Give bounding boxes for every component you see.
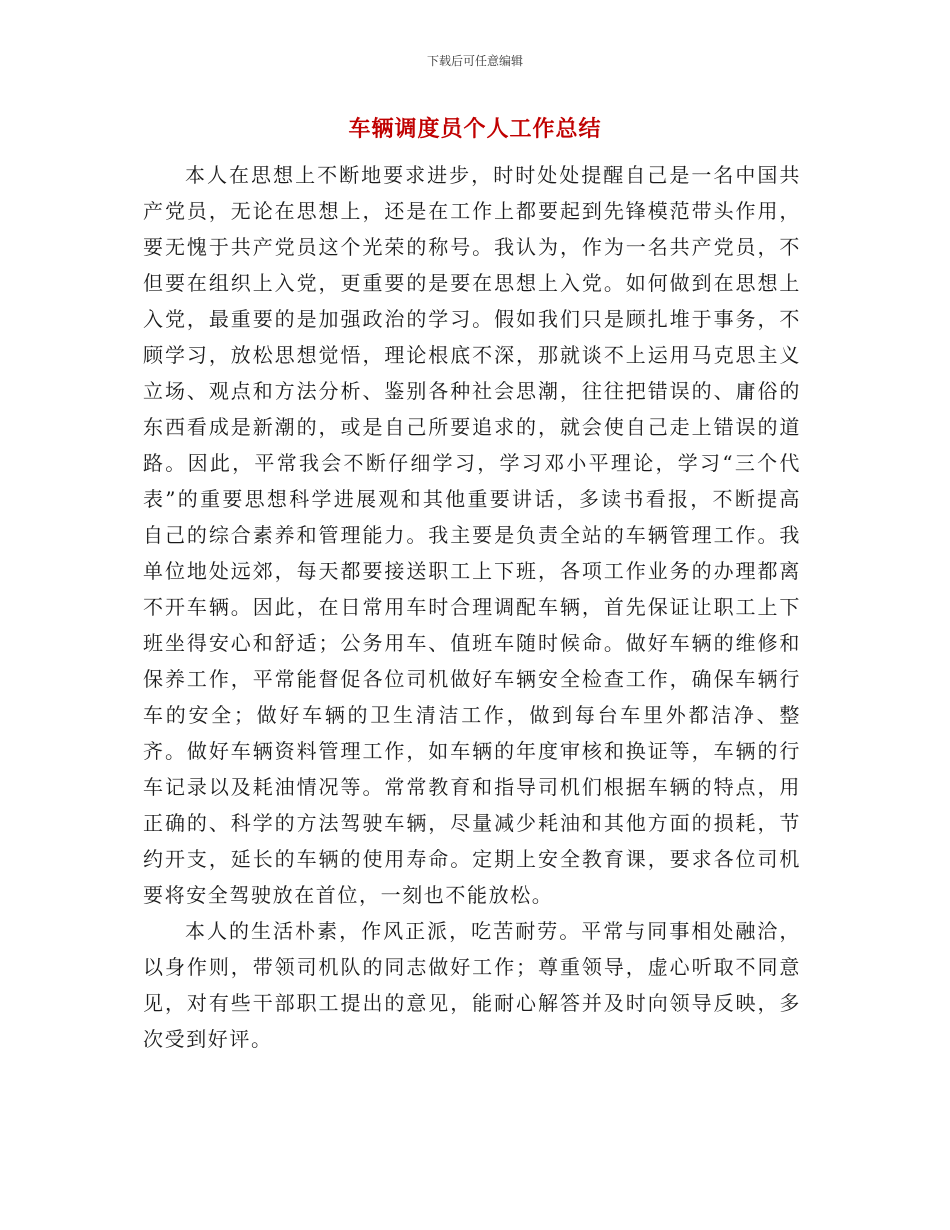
- header-note: 下载后可任意编辑: [426, 54, 523, 68]
- paragraph-2: 本人的生活朴素，作风正派，吃苦耐劳。平常与同事相处融洽，以身作则，带领司机队的同志做好工作；尊重领导，虚心听取不同意见，对有些干部职工提出的意见，能耐心解答并及时向领导反映，多次受到好评。: [143, 919, 801, 1051]
- document-body: [143, 157, 801, 1057]
- paragraph-1: 本人在思想上不断地要求进步，时时处处提醒自己是一名中国共产党员，无论在思想上，还是在工作上都要起到先锋模范带头作用，要无愧于共产党员这个光荣的称号。我认为，作为一名共产党员，不但要在组织上入党，更重要的是要在思想上入党。如何做到在思想上入党，最重要的是加强政治的学习。假如我们只是顾扎堆于事务，不顾学习，放松思想觉悟，理论根底不深，那就谈不上运用马克思主义立场、观点和方法分析、鉴别各种社会思潮，往往把错误的、庸俗的东西看成是新潮的，或是自己所要追求的，就会使自己走上错误的道路。因此，平常我会不断仔细学习，学习邓小平理论，学习“三个代表”的重要思想科学进展观和其他重要讲话，多读书看报，不断提高自己的综合素养和管理能力。我主要是负责全站的车辆管理工作。我单位地处远郊，每天都要接送职工上下班，各项工作业务的办理都离不开车辆。因此，在日常用车时合理调配车辆，首先保证让职工上下班坐得安心和舒适；公务用车、值班车随时候命。做好车辆的维修和保养工作，平常能督促各位司机做好车辆安全检查工作，确保车辆行车的安全；做好车辆的卫生清洁工作，做到每台车里外都洁净、整齐。做好车辆资料管理工作，如车辆的年度审核和换证等，车辆的行车记录以及耗油情况等。常常教育和指导司机们根据车辆的特点，用正确的、科学的方法驾驶车辆，尽量减少耗油和其他方面的损耗，节约开支，延长的车辆的使用寿命。定期上安全教育课，要求各位司机要将安全驾驶放在首位，一刻也不能放松。: [143, 163, 801, 907]
- document-title: 车辆调度员个人工作总结: [348, 117, 602, 142]
